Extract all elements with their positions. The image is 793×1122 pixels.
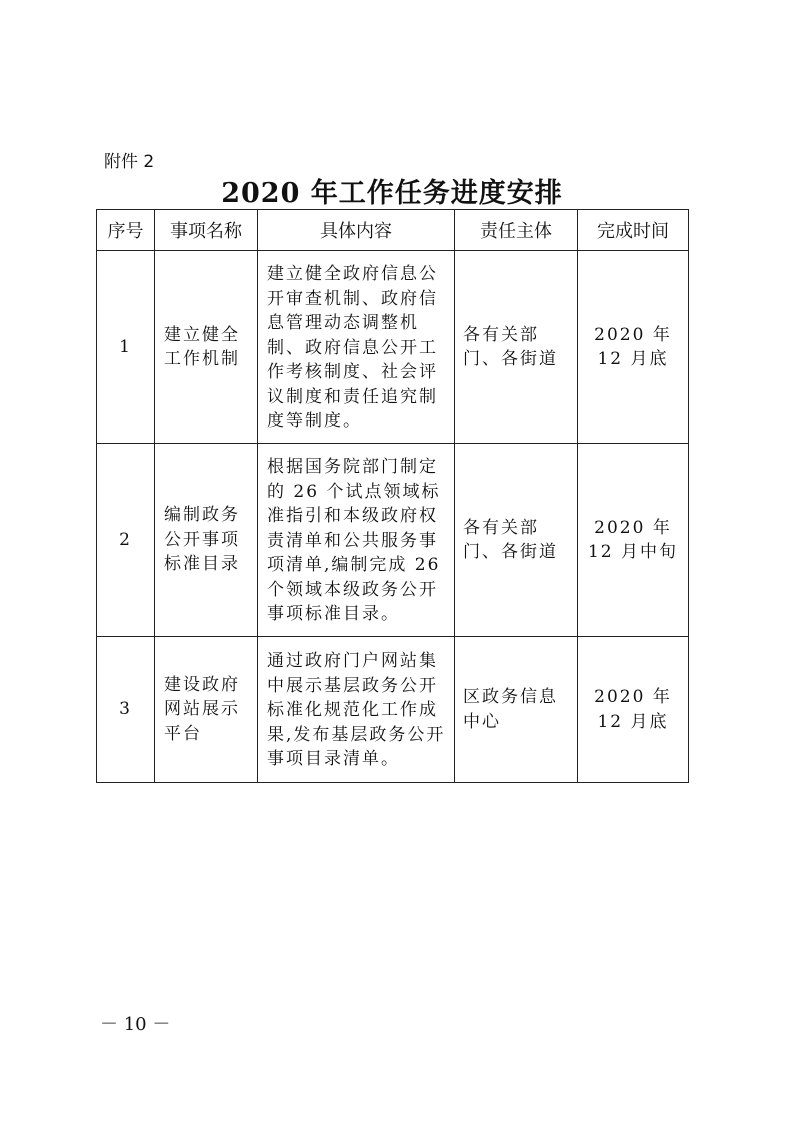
row-deadline [578,637,689,783]
row-content [258,637,455,783]
row-responsible: 各有关部门、各街道 [455,444,578,637]
row-responsible: 各有关部门、各街道 [455,251,578,444]
row-content-text: 通过政府门户网站集中展示基层政务公开标准化规范化工作成果,发布基层政务公开事项目录清单。 [267,651,446,770]
header-seq: 序号 [97,210,155,251]
document-title: 2020 年工作任务进度安排 [221,178,563,209]
page-number: － 10 － [100,1014,171,1035]
row-deadline-year: 2020 年 [594,324,672,345]
row-content [258,251,455,444]
header-responsible: 责任主体 [455,210,578,251]
row-content [258,444,455,637]
row-seq: 1 [97,251,155,444]
header-deadline: 完成时间 [578,210,689,251]
task-schedule-table [96,209,689,783]
table-header-row [97,210,689,251]
table-row [97,637,689,783]
row-content-text: 建立健全政府信息公开审查机制、政府信息管理动态调整机制、政府信息公开工作考核制度、社会评议制度和责任追究制度等制度。 [267,264,438,432]
row-content-text: 根据国务院部门制定的 26 个试点领域标准指引和本级政府权责清单和公共服务事项清单,编制完成 26 个领域本级政务公开事项标准目录。 [267,457,441,625]
row-deadline-time: 12 月底 [597,711,669,732]
row-deadline-year: 2020 年 [594,687,672,707]
row-deadline-year: 2020 年 [594,517,672,538]
attachment-label: 附件 2 [104,152,155,172]
row-seq: 2 [97,444,155,637]
table-row [97,251,689,444]
row-item-name: 编制政务公开事项标准目录 [155,444,258,637]
row-deadline-time: 12 月中旬 [587,542,679,562]
table-row [97,444,689,637]
row-item-name: 建设政府网站展示平台 [155,637,258,783]
row-deadline [578,251,689,444]
row-seq: 3 [97,637,155,783]
row-responsible: 区政务信息中心 [455,637,578,783]
row-item-name: 建立健全工作机制 [155,251,258,444]
header-content: 具体内容 [258,210,455,251]
row-deadline-time: 12 月底 [597,349,669,369]
header-item-name: 事项名称 [155,210,258,251]
row-deadline [578,444,689,637]
